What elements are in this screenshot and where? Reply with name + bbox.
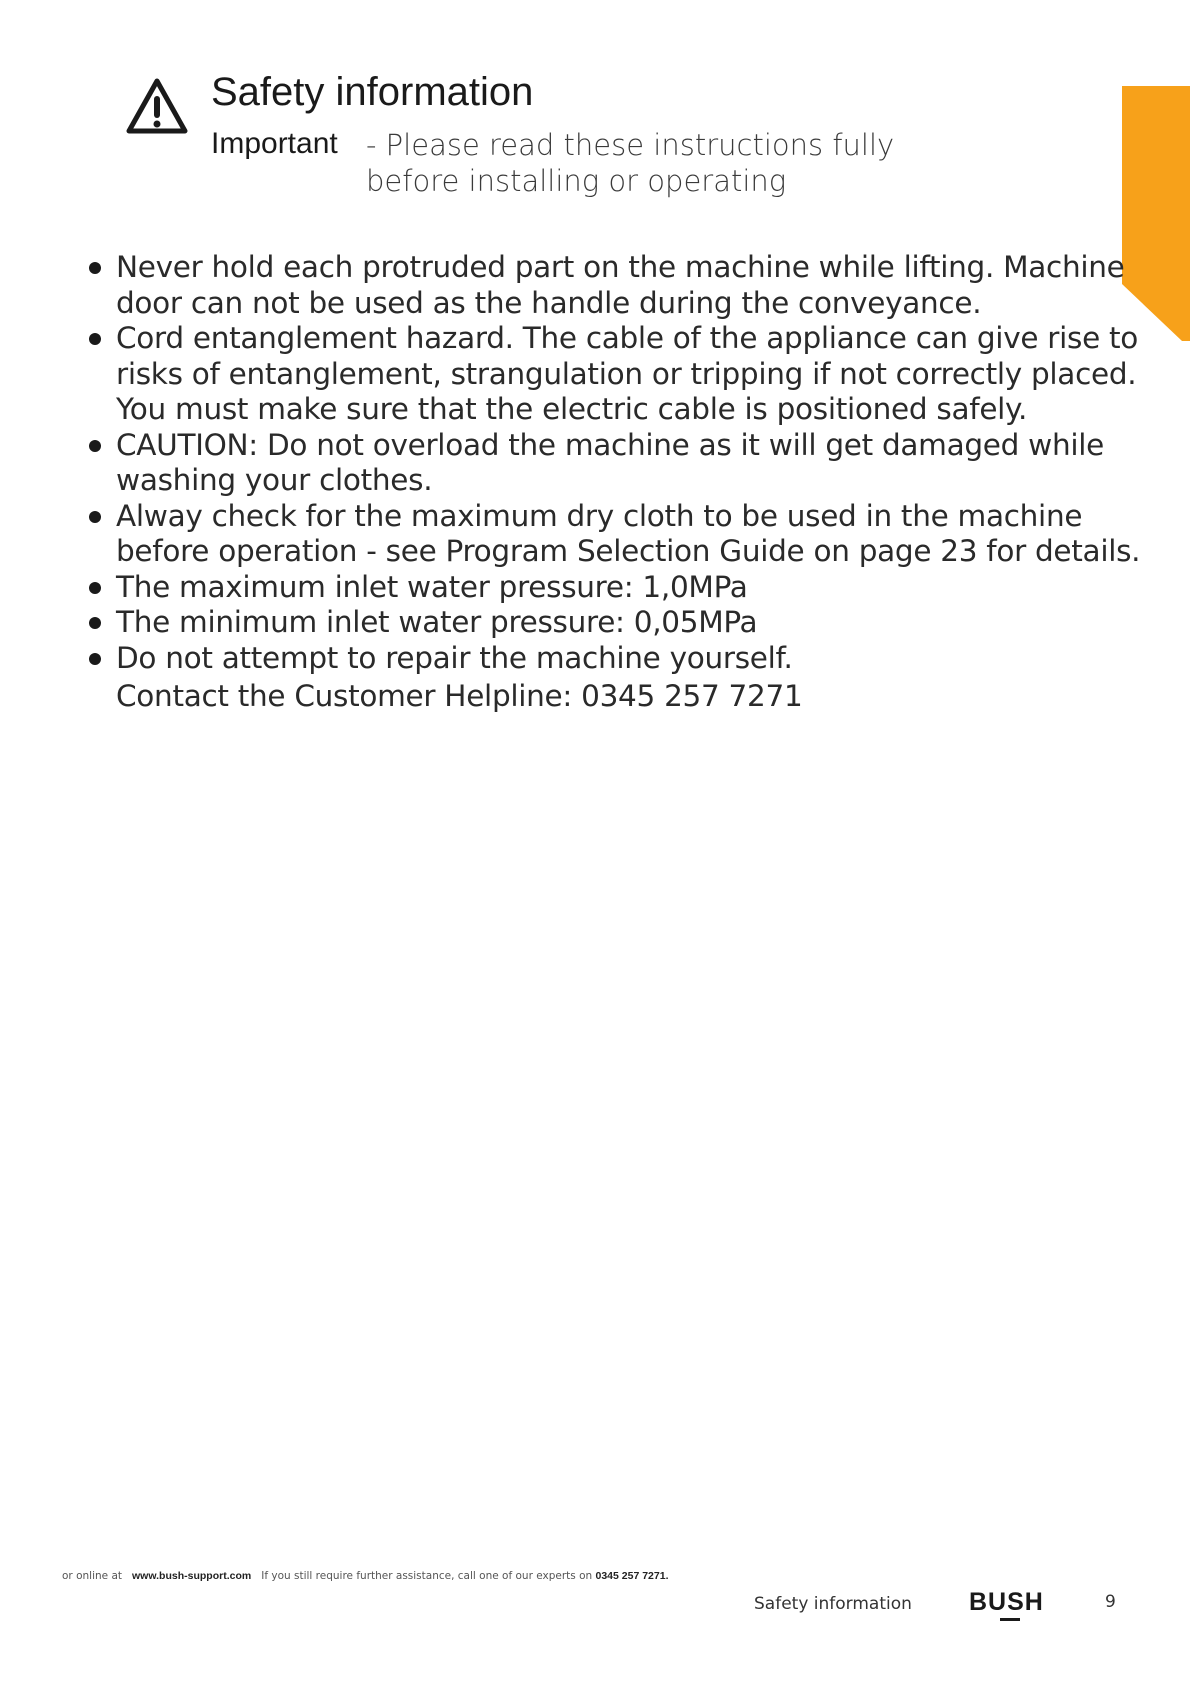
warning-triangle-icon bbox=[124, 76, 190, 138]
page-number: 9 bbox=[1105, 1592, 1116, 1612]
bullet-dot bbox=[89, 511, 101, 523]
bullet-dot bbox=[89, 582, 101, 594]
bullet-text: Never hold each protruded part on the machine while lifting. Machine door can not be used as the handle during the conveyance. bbox=[116, 250, 1125, 320]
bullet-dot bbox=[89, 440, 101, 452]
support-phone: 0345 257 7271. bbox=[595, 1570, 669, 1582]
important-label: Important bbox=[211, 127, 338, 160]
bullet-item bbox=[84, 570, 1174, 606]
bullet-dot bbox=[89, 333, 101, 345]
bullet-text: Do not attempt to repair the machine yourself. bbox=[116, 640, 793, 675]
footer-section-label: Safety information bbox=[754, 1594, 912, 1614]
bullet-dot bbox=[89, 262, 101, 274]
important-notice: - Please read these instructions fully before installing or operating bbox=[366, 128, 895, 198]
page-title: Safety information bbox=[211, 70, 534, 114]
bullet-item bbox=[84, 605, 1174, 641]
bullet-item bbox=[84, 250, 1174, 321]
footer-support-note bbox=[62, 1570, 669, 1582]
bullet-item bbox=[84, 499, 1174, 570]
bullet-text: The minimum inlet water pressure: 0,05MPa bbox=[116, 605, 758, 639]
customer-helpline: Contact the Customer Helpline: 0345 257 7271 bbox=[116, 679, 803, 713]
brand-logo: BUSH bbox=[969, 1588, 1044, 1616]
bullet-item bbox=[84, 428, 1174, 499]
footer-note-middle: If you still require further assistance, call one of our experts on bbox=[261, 1570, 593, 1582]
brand-logo-underline bbox=[1000, 1618, 1020, 1621]
bullet-item bbox=[84, 321, 1174, 428]
support-website-link[interactable]: www.bush-support.com bbox=[132, 1570, 252, 1582]
bullet-dot bbox=[89, 653, 101, 665]
bullet-text: The maximum inlet water pressure: 1,0MPa bbox=[116, 569, 748, 604]
bullet-dot bbox=[89, 617, 101, 629]
bullet-text: Cord entanglement hazard. The cable of the appliance can give rise to risks of entanglement, strangulation or tripping if not correctly placed. You must make sure that the electric cable is positioned safely. bbox=[116, 321, 1139, 426]
bullet-text: CAUTION: Do not overload the machine as it will get damaged while washing your clothes. bbox=[116, 427, 1105, 497]
bullet-item bbox=[84, 641, 1174, 715]
safety-bullet-list bbox=[84, 250, 1174, 715]
bullet-text: Alway check for the maximum dry cloth to be used in the machine before operation - see Program Selection Guide on page 23 for details. bbox=[116, 498, 1141, 568]
footer-note-prefix: or online at bbox=[62, 1570, 122, 1582]
